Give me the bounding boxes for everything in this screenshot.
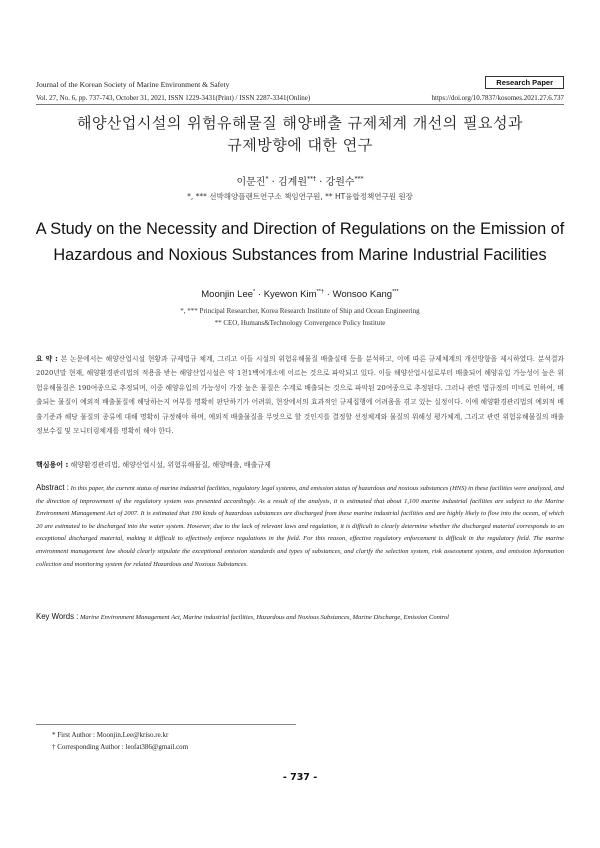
korean-abstract-label: 요 약 : — [36, 355, 58, 363]
korean-author-1-mark: * — [265, 175, 269, 183]
english-abstract-text: In this paper, the current status of marine industrial facilities, regulatory legal systems, and emission status of hazardous and noxious substances (HNS) in these facilities were analyzed, and the direction of improvement of the regulatory system was presented accordingly. As a result of the analysis, it is estimated that about 1,100 marine industrial facilities are subject to the Marine Environment Management Act of 2007. It is estimated that 190 kinds of hazardous substances are discharged from these marine industrial facilities and are highly likely to flow into the ocean, of which 20 are estimated to be discharged into the water system. However, due to the lack of relevant laws and regulation, it is difficult to clearly determine whether the discharged material corresponds to an exceptional discharged material, making it difficult to effectively enforce regulations in the field. For this reason, effective regulatory enforcement is difficult in the regulatory field. The marine environment management law should clearly stipulate the exceptional emission standards and types of substances, and clarify the selection system, risk assessment system, and emission information collection and monitoring system for related Hazardous and Noxious Substances. — [36, 485, 565, 568]
footnote-rule — [36, 724, 296, 725]
english-author-sep-1: · — [255, 289, 264, 300]
english-author-1: Moonjin Lee — [201, 289, 254, 300]
english-author-2: Kyewon Kim — [263, 289, 317, 300]
english-authors — [0, 289, 600, 300]
english-title-line-1: A Study on the Necessity and Direction of Regulations on the Emission of — [35, 220, 565, 238]
footnote-first-author — [52, 731, 168, 739]
footnote-corr-mark: † — [52, 743, 56, 751]
footnote-first-mark: * — [52, 731, 56, 739]
korean-keywords-label: 핵심용어 : — [36, 461, 69, 469]
korean-author-2-mark: **† — [306, 175, 316, 183]
english-affiliation-1: *, *** Principal Researcher, Korea Research Institute of Ship and Ocean Engineering — [180, 307, 420, 315]
doi-link[interactable]: https://doi.org/10.7837/kosomes.2021.27.6.737 — [431, 94, 564, 102]
korean-author-2: 김계원 — [278, 177, 307, 188]
page-number: - 737 - — [282, 772, 318, 783]
english-keywords — [36, 612, 564, 621]
korean-title — [36, 112, 564, 156]
korean-keywords-text: 해양환경관리법, 해양산업시설, 위험유해물질, 해양배출, 배출규제 — [70, 461, 271, 469]
footnote-first-text: First Author : Moonjin.Lee@kriso.re.kr — [57, 731, 169, 739]
korean-title-line-1: 해양산업시설의 위험유해물질 해양배출 규제체계 개선의 필요성과 — [76, 114, 524, 132]
english-author-3-mark: *** — [392, 288, 399, 295]
korean-author-sep-2: · — [315, 177, 326, 188]
korean-affiliation: *, *** 선박해양플랜트연구소 책임연구원, ** HT융합정책연구원 원장 — [187, 192, 413, 201]
korean-author-1: 이문진 — [236, 177, 266, 188]
english-keywords-text: Marine Environment Management Act, Marine industrial facilities, Hazardous and Noxious Substances, Marine Discharge, Emission Control — [79, 614, 449, 621]
footnote-corresponding-author — [52, 743, 188, 751]
english-author-2-mark: **† — [316, 288, 325, 295]
volume-info: Vol. 27, No. 6, pp. 737-743, October 31, 2021, ISSN 1229-3431(Print) / ISSN 2287-3341(Online) — [36, 94, 311, 102]
english-title — [20, 216, 580, 268]
korean-authors — [0, 173, 600, 188]
article-type-badge: Research Paper — [485, 76, 564, 89]
english-author-3: Wonsoo Kang — [332, 289, 393, 300]
footnote-corr-text: Corresponding Author : leofat386@gmail.com — [57, 743, 189, 751]
journal-name: Journal of the Korean Society of Marine Environment & Safety — [36, 80, 230, 89]
korean-abstract-text: 본 논문에서는 해양산업시설 현황과 규제법규 체계, 그리고 이들 시설의 위험유해물질 배출실태 등을 분석하고, 이에 따른 규제체계의 개선방향을 제시하였다. 분석결과 2020년말 현재, 해양환경관리법의 적용을 받는 해양산업시설은 약 1천1백여개소에 이르는 것으로 파악되고 있다. 이들 해양산업시설로부터 배출되어 해양유입 가능성이 높은 위험유해물질은 190여종으로 추정되며, 이중 해양유입의 가능성이 가장 높은 물질은 수계로 배출되는 것으로 파악된 20여종으로 추정된다. 그러나 관련 법규정의 미비로 인하여, 배출되는 물질이 예외적 배출물질에 해당하는지 여부를 명확히 판단하기가 어려워, 현장에서의 효과적인 규제집행에 어려움을 겪고 있는 실정이다. 이에 해양환경관리법의 예외적 배출기준과 해당 물질의 종류에 대해 명확히 규정해야 하며, 예외적 배출물질을 무엇으로 할 것인지를 결정할 선정체계와 물질의 위해성 평가체계, 그리고 관련 위험유해물질의 배출정보수집 및 모니터링체계를 명확히 해야 한다. — [36, 355, 564, 436]
english-keywords-label: Key Words : — [36, 612, 79, 621]
english-affiliation-2: ** CEO, Humans&Technology Convergence Policy Institute — [214, 319, 386, 327]
korean-title-line-2: 규제방향에 대한 연구 — [227, 136, 373, 154]
korean-keywords — [36, 460, 271, 470]
korean-author-3: 강원수 — [325, 177, 355, 188]
english-abstract-label: Abstract : — [36, 483, 69, 492]
english-author-1-mark: * — [253, 288, 256, 295]
english-author-sep-2: · — [324, 289, 333, 300]
english-abstract — [36, 482, 564, 571]
english-title-line-2: Hazardous and Noxious Substances from Marine Industrial Facilities — [53, 246, 547, 264]
korean-author-3-mark: *** — [354, 175, 364, 183]
korean-author-sep-1: · — [268, 177, 278, 188]
korean-abstract — [36, 352, 564, 438]
header-rule — [36, 104, 564, 105]
